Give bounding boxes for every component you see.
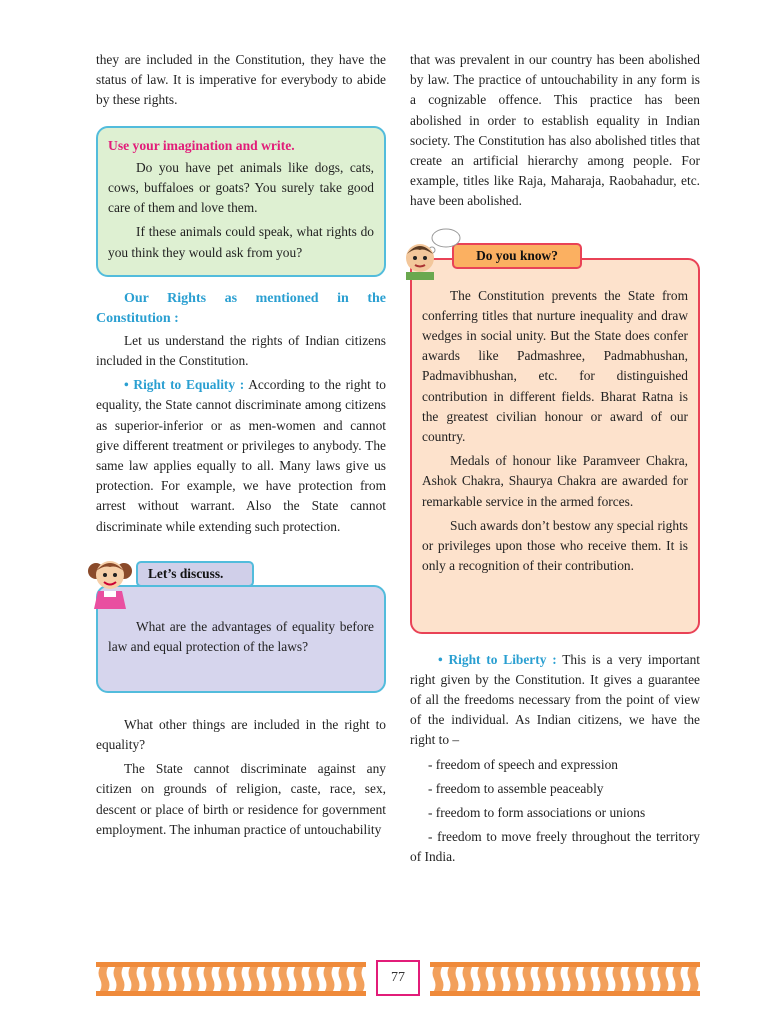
state-cannot-paragraph: The State cannot discriminate against any citizen on grounds of religion, caste, race, sex, descent or place of birth or residence for government employment. The inhuman practice of untouchability bbox=[96, 761, 386, 837]
continued-paragraph: that was prevalent in our country has been abolished by law. The practice of untouchability in any form is a cognizable offence. This practice has been abolished in order to establish equality in Indian society. The Constitution has also abolished titles that create an artificial hierarchy among people. For example, titles like Raja, Maharaja, Raobahadur, etc. have been abolished. bbox=[410, 52, 700, 209]
balustrade-decoration-icon bbox=[430, 962, 700, 996]
equality-text: According to the right to equality, the State cannot discriminate among citizens as superior-inferior or as men-women and cannot give different treatment or privileges to anybody. The same law applies equally to all. Many laws give us protection. For example, we have protection from arrest without warrant. Also the State cannot discriminate while extending such protection. bbox=[96, 377, 386, 534]
other-things-paragraph: What other things are included in the right to equality? bbox=[96, 716, 386, 753]
freedom-item: - freedom to form associations or unions bbox=[428, 805, 646, 821]
discuss-title: Let’s discuss. bbox=[136, 561, 254, 587]
page-number: 77 bbox=[376, 960, 420, 996]
intro-paragraph: they are included in the Constitution, they have the status of law. It is imperative for everybody to abide by these rights. bbox=[96, 52, 386, 108]
discuss-section bbox=[96, 561, 386, 693]
know-paragraph-1: The Constitution prevents the State from conferring titles that nurture inequality and draw wedges in social unity. But the State does confer awards like Padmashree, Padmabhushan, Padmavibhushan, etc. for distinguished contribution in different fields. Bharat Ratna is the greatest civilian honour or award of our country. bbox=[422, 287, 688, 445]
page-footer bbox=[96, 960, 700, 996]
freedom-item: - freedom to assemble peaceably bbox=[428, 780, 604, 796]
left-column bbox=[96, 50, 386, 840]
liberty-text: This is a very important right given by the Constitution. It gives a guarantee of all the freedoms necessary from the point of view of the individual. As Indian citizens, we have the right to – bbox=[410, 651, 700, 748]
right-column bbox=[410, 50, 700, 868]
freedom-item: - freedom to move freely throughout the territory of India. bbox=[410, 829, 700, 865]
imagination-box bbox=[96, 126, 386, 277]
imagination-paragraph-2: If these animals could speak, what rights do you think they would ask from you? bbox=[108, 224, 374, 260]
know-title: Do you know? bbox=[452, 243, 582, 269]
know-paragraph-3: Such awards don’t bestow any special rights or privileges upon those who receive them. It is only a recognition of their contribution. bbox=[422, 517, 688, 574]
rights-heading: Our Rights as mentioned in the Constitution : bbox=[96, 290, 386, 326]
liberty-label: Right to Liberty : bbox=[448, 651, 557, 667]
imagination-title: Use your imagination and write. bbox=[108, 137, 295, 153]
know-box bbox=[410, 258, 700, 634]
thinking-boy-icon bbox=[402, 228, 464, 280]
imagination-paragraph-1: Do you have pet animals like dogs, cats, cows, buffaloes or goats? You surely take good care of them and love them. bbox=[108, 159, 374, 216]
cartoon-girl-icon bbox=[86, 553, 134, 609]
freedom-item: - freedom of speech and expression bbox=[428, 756, 618, 772]
know-section bbox=[410, 234, 700, 634]
rights-intro: Let us understand the rights of Indian citizens included in the Constitution. bbox=[96, 332, 386, 369]
balustrade-decoration-icon bbox=[96, 962, 366, 996]
know-paragraph-2: Medals of honour like Paramveer Chakra, Ashok Chakra, Shaurya Chakra are awarded for remarkable service in the armed forces. bbox=[422, 453, 688, 509]
equality-paragraph bbox=[96, 375, 386, 537]
discuss-box bbox=[96, 585, 386, 693]
liberty-paragraph bbox=[410, 650, 700, 751]
liberty-bullet: • bbox=[438, 651, 443, 667]
discuss-text: What are the advantages of equality before law and equal protection of the laws? bbox=[108, 618, 374, 655]
equality-label: Right to Equality : bbox=[133, 377, 245, 393]
equality-bullet: • bbox=[124, 377, 129, 393]
